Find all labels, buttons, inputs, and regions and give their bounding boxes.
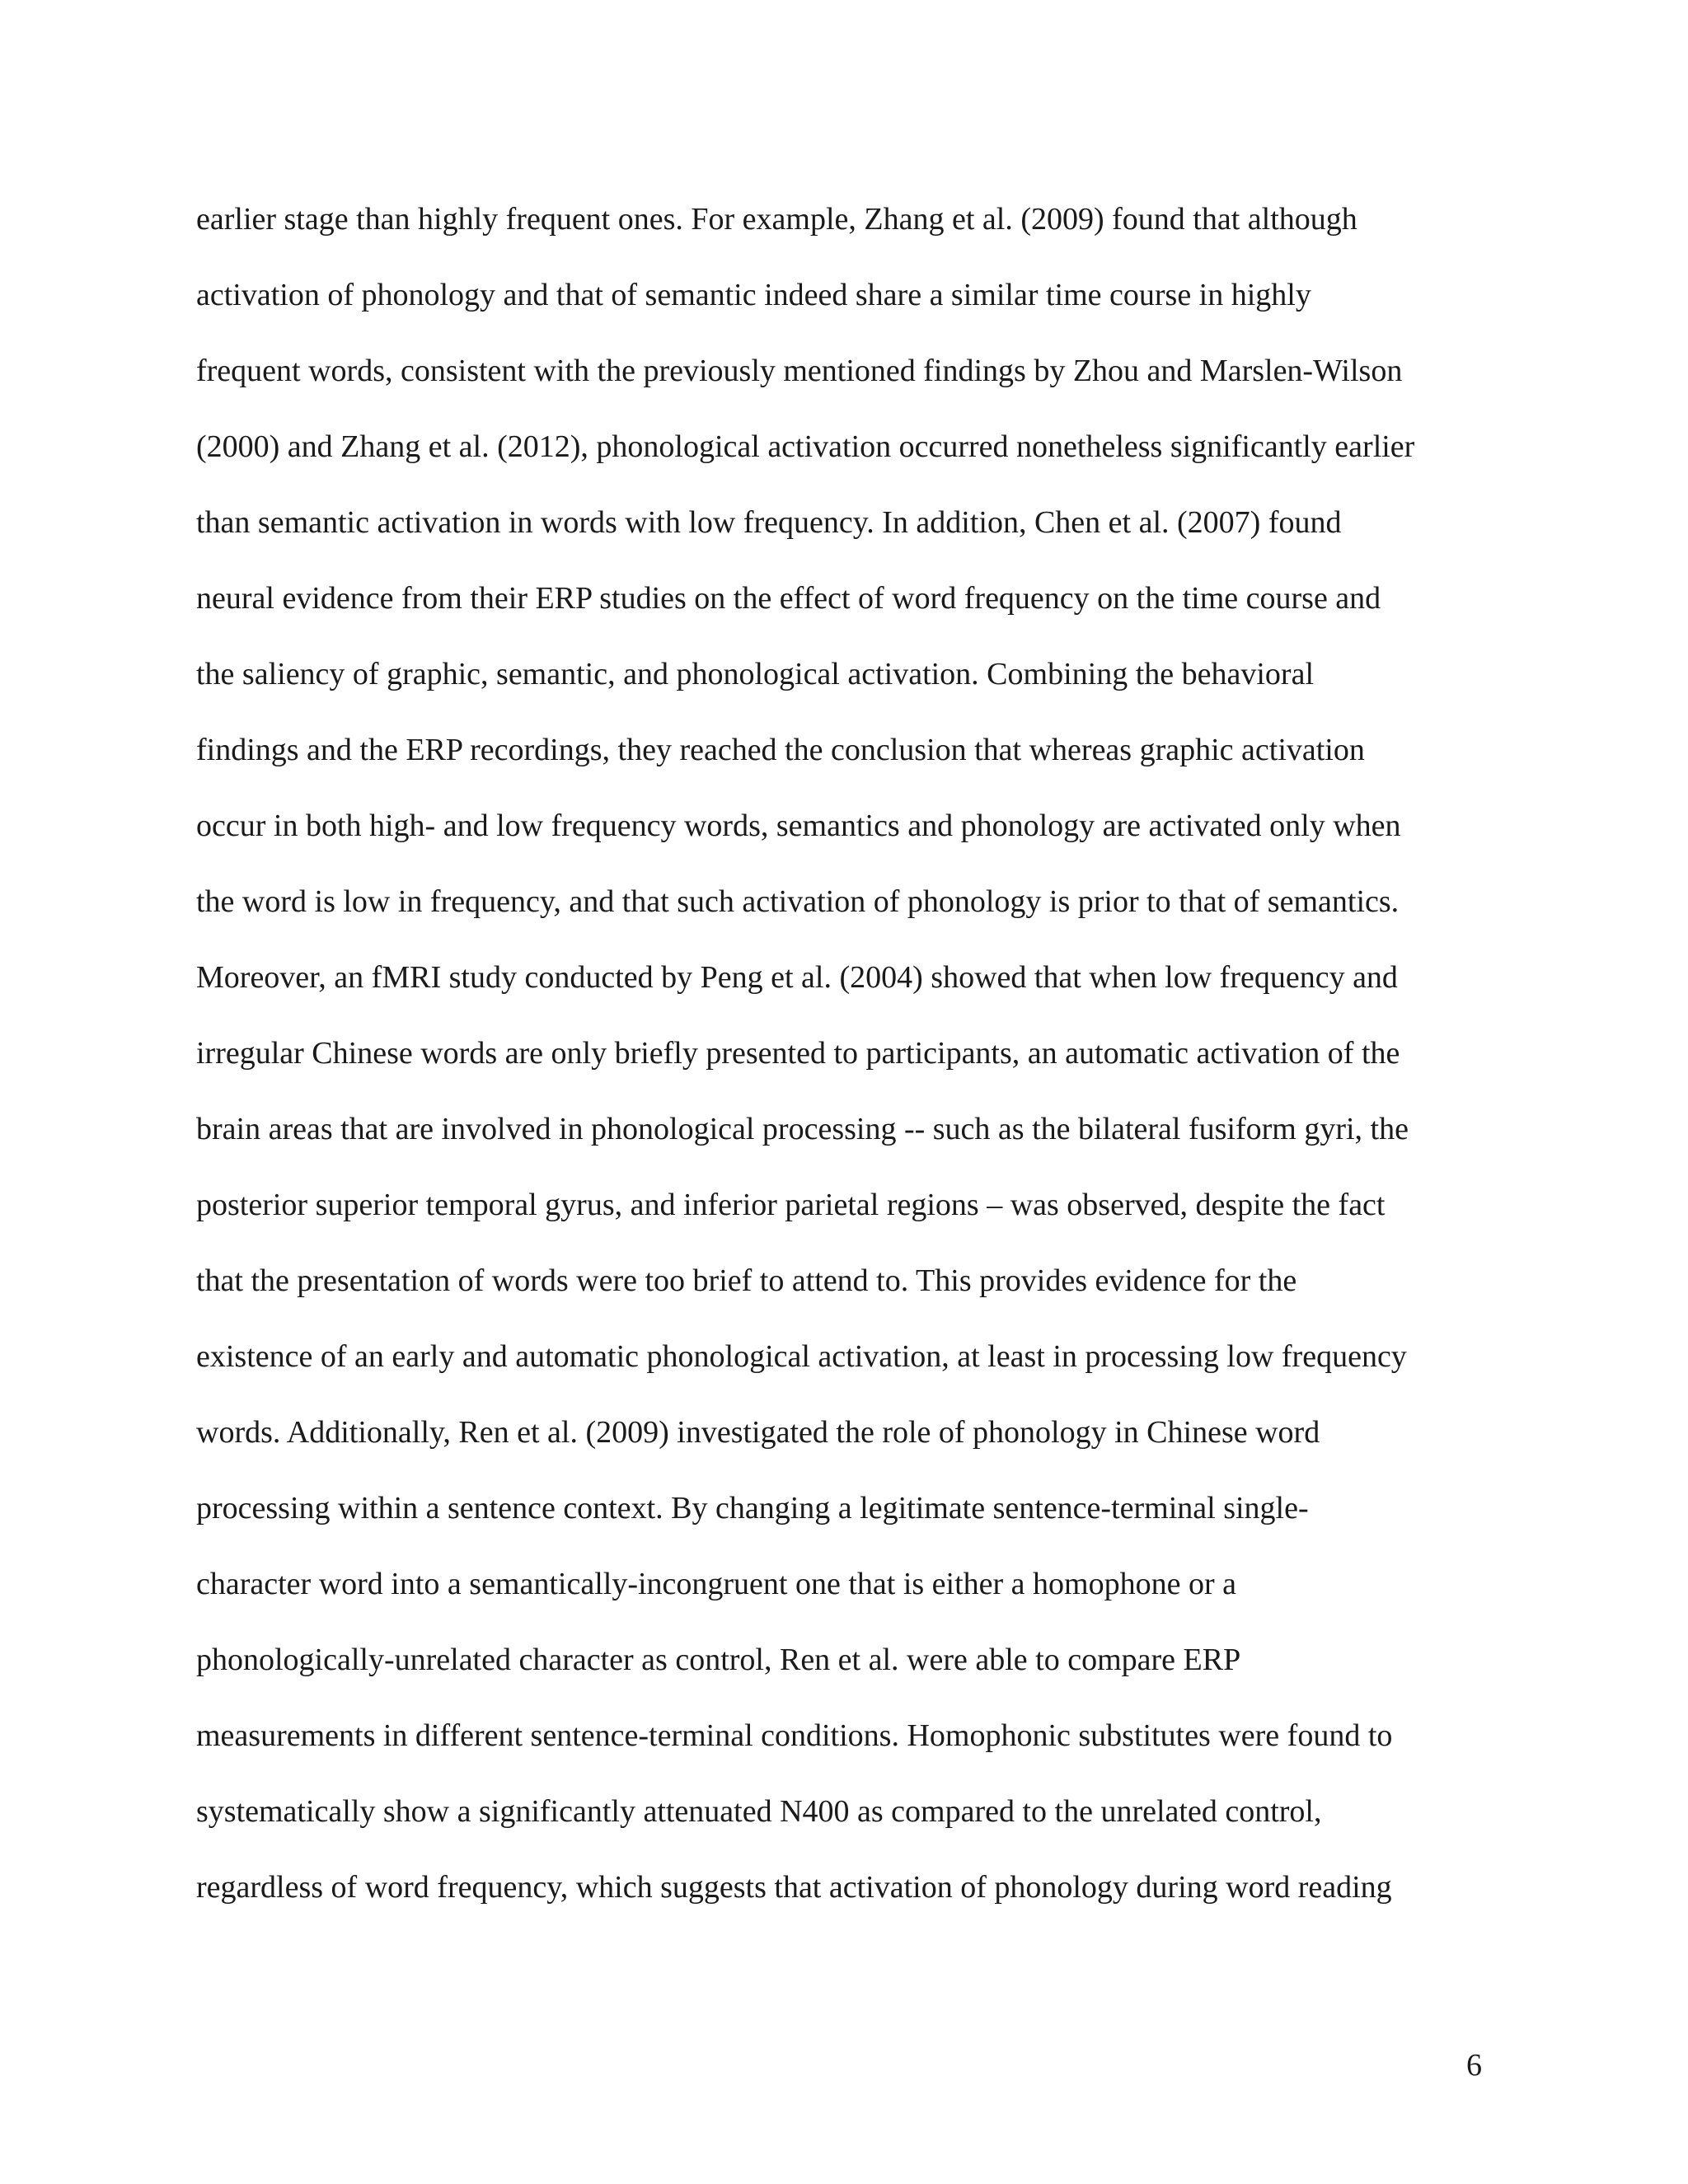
text-line: existence of an early and automatic phonological activation, at least in processing low frequency bbox=[196, 1339, 1407, 1374]
text-line: character word into a semantically-incongruent one that is either a homophone or a bbox=[196, 1567, 1236, 1601]
text-line: words. Additionally, Ren et al. (2009) investigated the role of phonology in Chinese word bbox=[196, 1415, 1320, 1450]
text-line: findings and the ERP recordings, they reached the conclusion that whereas graphic activation bbox=[196, 733, 1365, 767]
text-line: than semantic activation in words with low frequency. In addition, Chen et al. (2007) found bbox=[196, 505, 1342, 540]
text-line: frequent words, consistent with the previously mentioned findings by Zhou and Marslen-Wilson bbox=[196, 354, 1403, 388]
text-line: irregular Chinese words are only briefly presented to participants, an automatic activation of the bbox=[196, 1036, 1400, 1071]
text-line: occur in both high- and low frequency words, semantics and phonology are activated only when bbox=[196, 808, 1401, 843]
text-line: phonologically-unrelated character as control, Ren et al. were able to compare ERP bbox=[196, 1643, 1241, 1677]
text-line: activation of phonology and that of semantic indeed share a similar time course in highly bbox=[196, 278, 1311, 312]
text-line: earlier stage than highly frequent ones. For example, Zhang et al. (2009) found that although bbox=[196, 202, 1357, 237]
text-line: the saliency of graphic, semantic, and phonological activation. Combining the behavioral bbox=[196, 657, 1314, 691]
text-line: regardless of word frequency, which suggests that activation of phonology during word reading bbox=[196, 1870, 1392, 1905]
text-line: posterior superior temporal gyrus, and inferior parietal regions – was observed, despite the fact bbox=[196, 1188, 1386, 1222]
text-line: (2000) and Zhang et al. (2012), phonological activation occurred nonetheless significantly earlier bbox=[196, 429, 1415, 464]
body-paragraph bbox=[196, 196, 1498, 1940]
text-line: processing within a sentence context. By changing a legitimate sentence-terminal single- bbox=[196, 1491, 1309, 1526]
text-line: systematically show a significantly attenuated N400 as compared to the unrelated control, bbox=[196, 1794, 1322, 1829]
text-line: neural evidence from their ERP studies on the effect of word frequency on the time course and bbox=[196, 581, 1381, 616]
text-line: Moreover, an fMRI study conducted by Peng et al. (2004) showed that when low frequency and bbox=[196, 960, 1398, 995]
text-line: the word is low in frequency, and that such activation of phonology is prior to that of semantics. bbox=[196, 884, 1400, 919]
page-number: 6 bbox=[1466, 2048, 1482, 2083]
text-line: that the presentation of words were too brief to attend to. This provides evidence for the bbox=[196, 1263, 1297, 1298]
text-line: measurements in different sentence-terminal conditions. Homophonic substitutes were found to bbox=[196, 1718, 1393, 1753]
text-line: brain areas that are involved in phonological processing -- such as the bilateral fusiform gyri, the bbox=[196, 1112, 1409, 1146]
